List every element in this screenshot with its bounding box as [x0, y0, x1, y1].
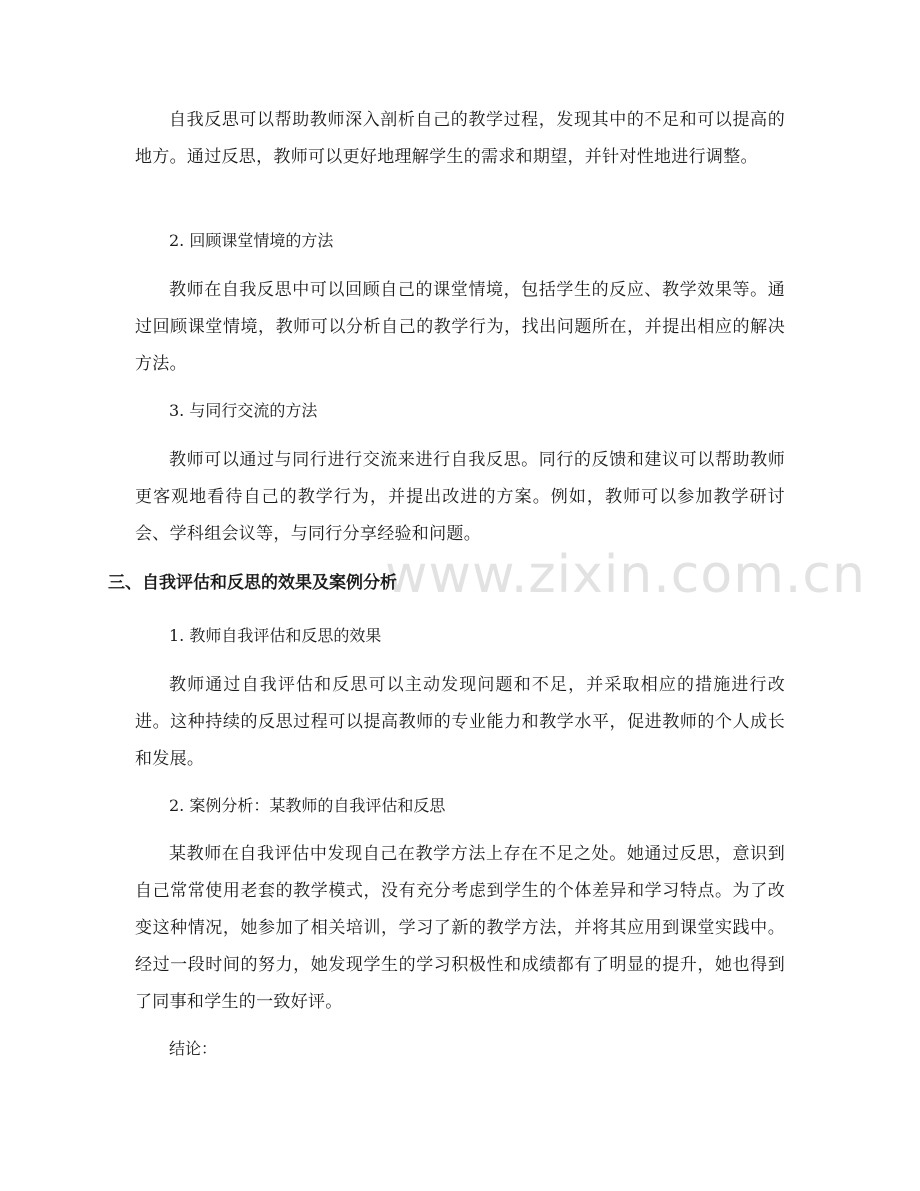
paragraph-peer-exchange: 教师可以通过与同行进行交流来进行自我反思。同行的反馈和建议可以帮助教师更客观地看待自己的教学行为，并提出改进的方案。例如，教师可以参加教学研讨会、学科组会议等，与同行分享经验和问题。 — [135, 450, 785, 544]
subheading-case-analysis: 2. 案例分析：某教师的自我评估和反思 — [169, 796, 446, 815]
watermark: www.zixin.com.cn — [385, 545, 866, 605]
conclusion-label: 结论： — [169, 1039, 218, 1058]
subheading-peer-exchange: 3. 与同行交流的方法 — [169, 401, 318, 420]
paragraph-self-reflection-benefit: 自我反思可以帮助教师深入剖析自己的教学过程，发现其中的不足和可以提高的地方。通过反思，教师可以更好地理解学生的需求和期望，并针对性地进行调整。 — [135, 110, 785, 167]
paragraph-case-analysis: 某教师在自我评估中发现自己在教学方法上存在不足之处。她通过反思，意识到自己常常使用老套的教学模式，没有充分考虑到学生的个体差异和学习特点。为了改变这种情况，她参加了相关培训，学习了新的教学方法，并将其应用到课堂实践中。经过一段时间的努力，她发现学生的学习积极性和成绩都有了明显的提升，她也得到了同事和学生的一致好评。 — [135, 844, 785, 1012]
section-heading-3: 三、自我评估和反思的效果及案例分析 — [108, 573, 397, 593]
paragraph-effects: 教师通过自我评估和反思可以主动发现问题和不足，并采取相应的措施进行改进。这种持续的反思过程可以提高教师的专业能力和教学水平，促进教师的个人成长和发展。 — [135, 675, 785, 769]
subheading-effects: 1. 教师自我评估和反思的效果 — [169, 626, 382, 645]
paragraph-review-classroom: 教师在自我反思中可以回顾自己的课堂情境，包括学生的反应、教学效果等。通过回顾课堂情境，教师可以分析自己的教学行为，找出问题所在，并提出相应的解决方法。 — [135, 280, 785, 374]
subheading-review-classroom: 2. 回顾课堂情境的方法 — [169, 231, 334, 250]
